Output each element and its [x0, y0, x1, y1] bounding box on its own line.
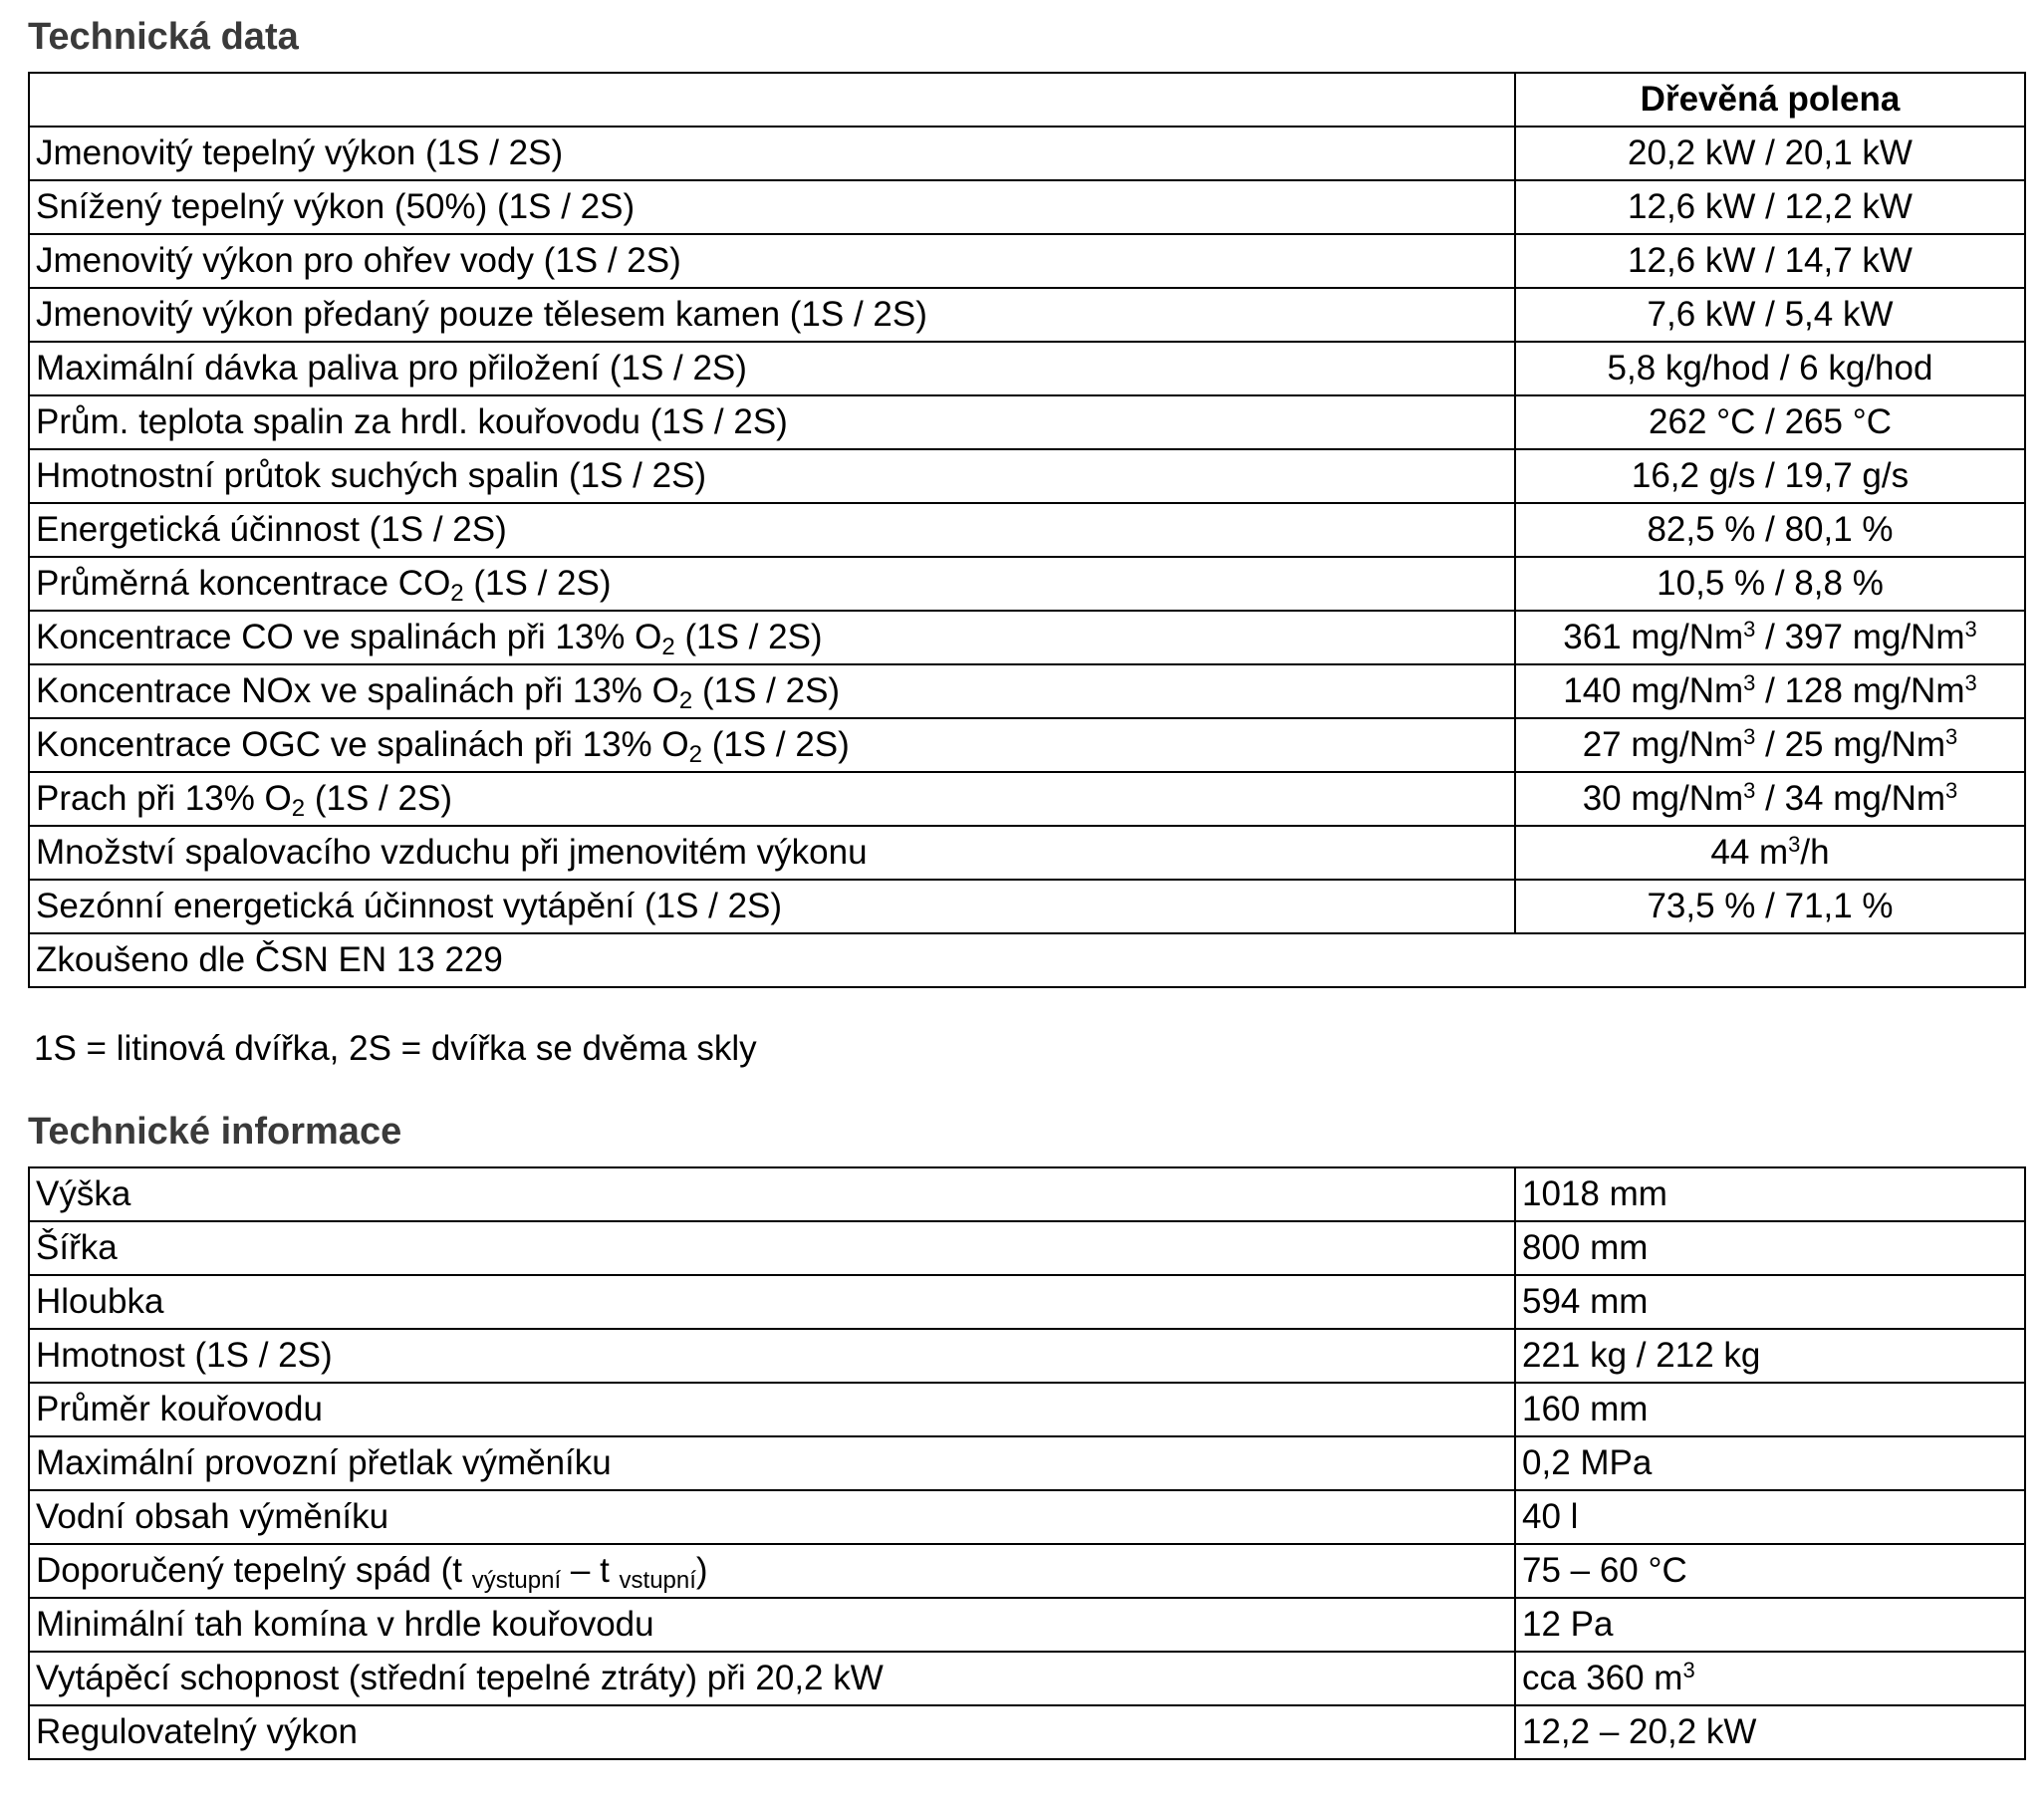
table-row — [29, 127, 2025, 180]
row-label: Koncentrace OGC ve spalinách při 13% $O_2$ (1S / 2S) — [29, 718, 1515, 772]
row-value: 262 °C / 265 °C — [1515, 395, 2025, 449]
table-row — [29, 1383, 2025, 1436]
row-label: Množství spalovacího vzduchu při jmenovitém výkonu — [29, 826, 1515, 880]
row-value: 1018 mm — [1515, 1167, 2025, 1221]
row-value: 221 kg / 212 kg — [1515, 1329, 2025, 1383]
table-row — [29, 826, 2025, 880]
row-value: 594 mm — [1515, 1275, 2025, 1329]
table-row — [29, 1598, 2025, 1652]
row-label: Hmotnostní průtok suchých spalin (1S / 2S) — [29, 449, 1515, 503]
header-empty-cell — [29, 73, 1515, 127]
table-row — [29, 449, 2025, 503]
table-row — [29, 880, 2025, 933]
section-title-technical-info: Technické informace — [28, 1111, 402, 1153]
row-label: Sezónní energetická účinnost vytápění (1S / 2S) — [29, 880, 1515, 933]
row-value: 5,8 kg/hod / 6 kg/hod — [1515, 342, 2025, 395]
table-row — [29, 557, 2025, 611]
row-value: 10,5 % / 8,8 % — [1515, 557, 2025, 611]
row-label: Maximální provozní přetlak výměníku — [29, 1436, 1515, 1490]
table-row — [29, 1221, 2025, 1275]
row-value: 12 Pa — [1515, 1598, 2025, 1652]
table-row — [29, 1436, 2025, 1490]
row-value: 140 mg/Nm$^3$ / 128 mg/Nm$^3$ — [1515, 664, 2025, 718]
row-label: Energetická účinnost (1S / 2S) — [29, 503, 1515, 557]
row-label: Snížený tepelný výkon (50%) (1S / 2S) — [29, 180, 1515, 234]
row-label: Maximální dávka paliva pro přiložení (1S / 2S) — [29, 342, 1515, 395]
row-label: Vytápěcí schopnost (střední tepelné ztráty) při 20,2 kW — [29, 1652, 1515, 1705]
tested-standard-row — [29, 933, 2025, 987]
row-label: Minimální tah komína v hrdle kouřovodu — [29, 1598, 1515, 1652]
table-header-row — [29, 73, 2025, 127]
row-label: Doporučený tepelný spád (t $_{výstupní}$ – t $_{vstupní}$) — [29, 1544, 1515, 1598]
table-row — [29, 772, 2025, 826]
table-row — [29, 1275, 2025, 1329]
row-value: 44 $m^3/h$ — [1515, 826, 2025, 880]
technical-info-table — [28, 1166, 2026, 1760]
table-row — [29, 342, 2025, 395]
row-label: Koncentrace CO ve spalinách při 13% $O_2$ (1S / 2S) — [29, 611, 1515, 664]
table-row — [29, 1490, 2025, 1544]
row-value: 27 mg/Nm$^3$ / 25 mg/Nm$^3$ — [1515, 718, 2025, 772]
row-label: Hloubka — [29, 1275, 1515, 1329]
row-value: 73,5 % / 71,1 % — [1515, 880, 2025, 933]
section-title-technical-data: Technická data — [28, 16, 299, 58]
table-row — [29, 288, 2025, 342]
row-label: Jmenovitý výkon pro ohřev vody (1S / 2S) — [29, 234, 1515, 288]
row-label: Hmotnost (1S / 2S) — [29, 1329, 1515, 1383]
table-row — [29, 503, 2025, 557]
row-value: 7,6 kW / 5,4 kW — [1515, 288, 2025, 342]
header-fuel-type: Dřevěná polena — [1515, 73, 2025, 127]
table-row — [29, 1544, 2025, 1598]
table-row — [29, 611, 2025, 664]
table-row — [29, 395, 2025, 449]
row-value: cca 360 $m^3$ — [1515, 1652, 2025, 1705]
table-row — [29, 718, 2025, 772]
row-value: 800 mm — [1515, 1221, 2025, 1275]
row-label: Regulovatelný výkon — [29, 1705, 1515, 1759]
row-value: 0,2 MPa — [1515, 1436, 2025, 1490]
table-row — [29, 1705, 2025, 1759]
table-row — [29, 1652, 2025, 1705]
table-row — [29, 1329, 2025, 1383]
row-label: Koncentrace NOx ve spalinách při 13% $O_2$ (1S / 2S) — [29, 664, 1515, 718]
table-row — [29, 1167, 2025, 1221]
table-row — [29, 180, 2025, 234]
row-label: Výška — [29, 1167, 1515, 1221]
row-value: 16,2 g/s / 19,7 g/s — [1515, 449, 2025, 503]
row-value: 361 mg/Nm$^3$ / 397 mg/Nm$^3$ — [1515, 611, 2025, 664]
table-row — [29, 234, 2025, 288]
row-value: 12,6 kW / 12,2 kW — [1515, 180, 2025, 234]
technical-data-table — [28, 72, 2026, 988]
row-label: Průměrná koncentrace $CO_2$ (1S / 2S) — [29, 557, 1515, 611]
row-value: 82,5 % / 80,1 % — [1515, 503, 2025, 557]
tested-standard-note: Zkoušeno dle ČSN EN 13 229 — [29, 933, 2025, 987]
row-label: Vodní obsah výměníku — [29, 1490, 1515, 1544]
row-value: 75 – 60 °C — [1515, 1544, 2025, 1598]
door-type-footnote: 1S = litinová dvířka, 2S = dvířka se dvěma skly — [34, 1029, 757, 1068]
row-label: Jmenovitý tepelný výkon (1S / 2S) — [29, 127, 1515, 180]
row-value: 12,2 – 20,2 kW — [1515, 1705, 2025, 1759]
table-row — [29, 664, 2025, 718]
row-value: 160 mm — [1515, 1383, 2025, 1436]
row-value: 30 mg/Nm$^3$ / 34 mg/Nm$^3$ — [1515, 772, 2025, 826]
row-label: Jmenovitý výkon předaný pouze tělesem kamen (1S / 2S) — [29, 288, 1515, 342]
row-value: 12,6 kW / 14,7 kW — [1515, 234, 2025, 288]
row-label: Prům. teplota spalin za hrdl. kouřovodu (1S / 2S) — [29, 395, 1515, 449]
row-value: 20,2 kW / 20,1 kW — [1515, 127, 2025, 180]
row-label: Prach při 13% $O_2$ (1S / 2S) — [29, 772, 1515, 826]
row-label: Šířka — [29, 1221, 1515, 1275]
row-label: Průměr kouřovodu — [29, 1383, 1515, 1436]
row-value: 40 l — [1515, 1490, 2025, 1544]
